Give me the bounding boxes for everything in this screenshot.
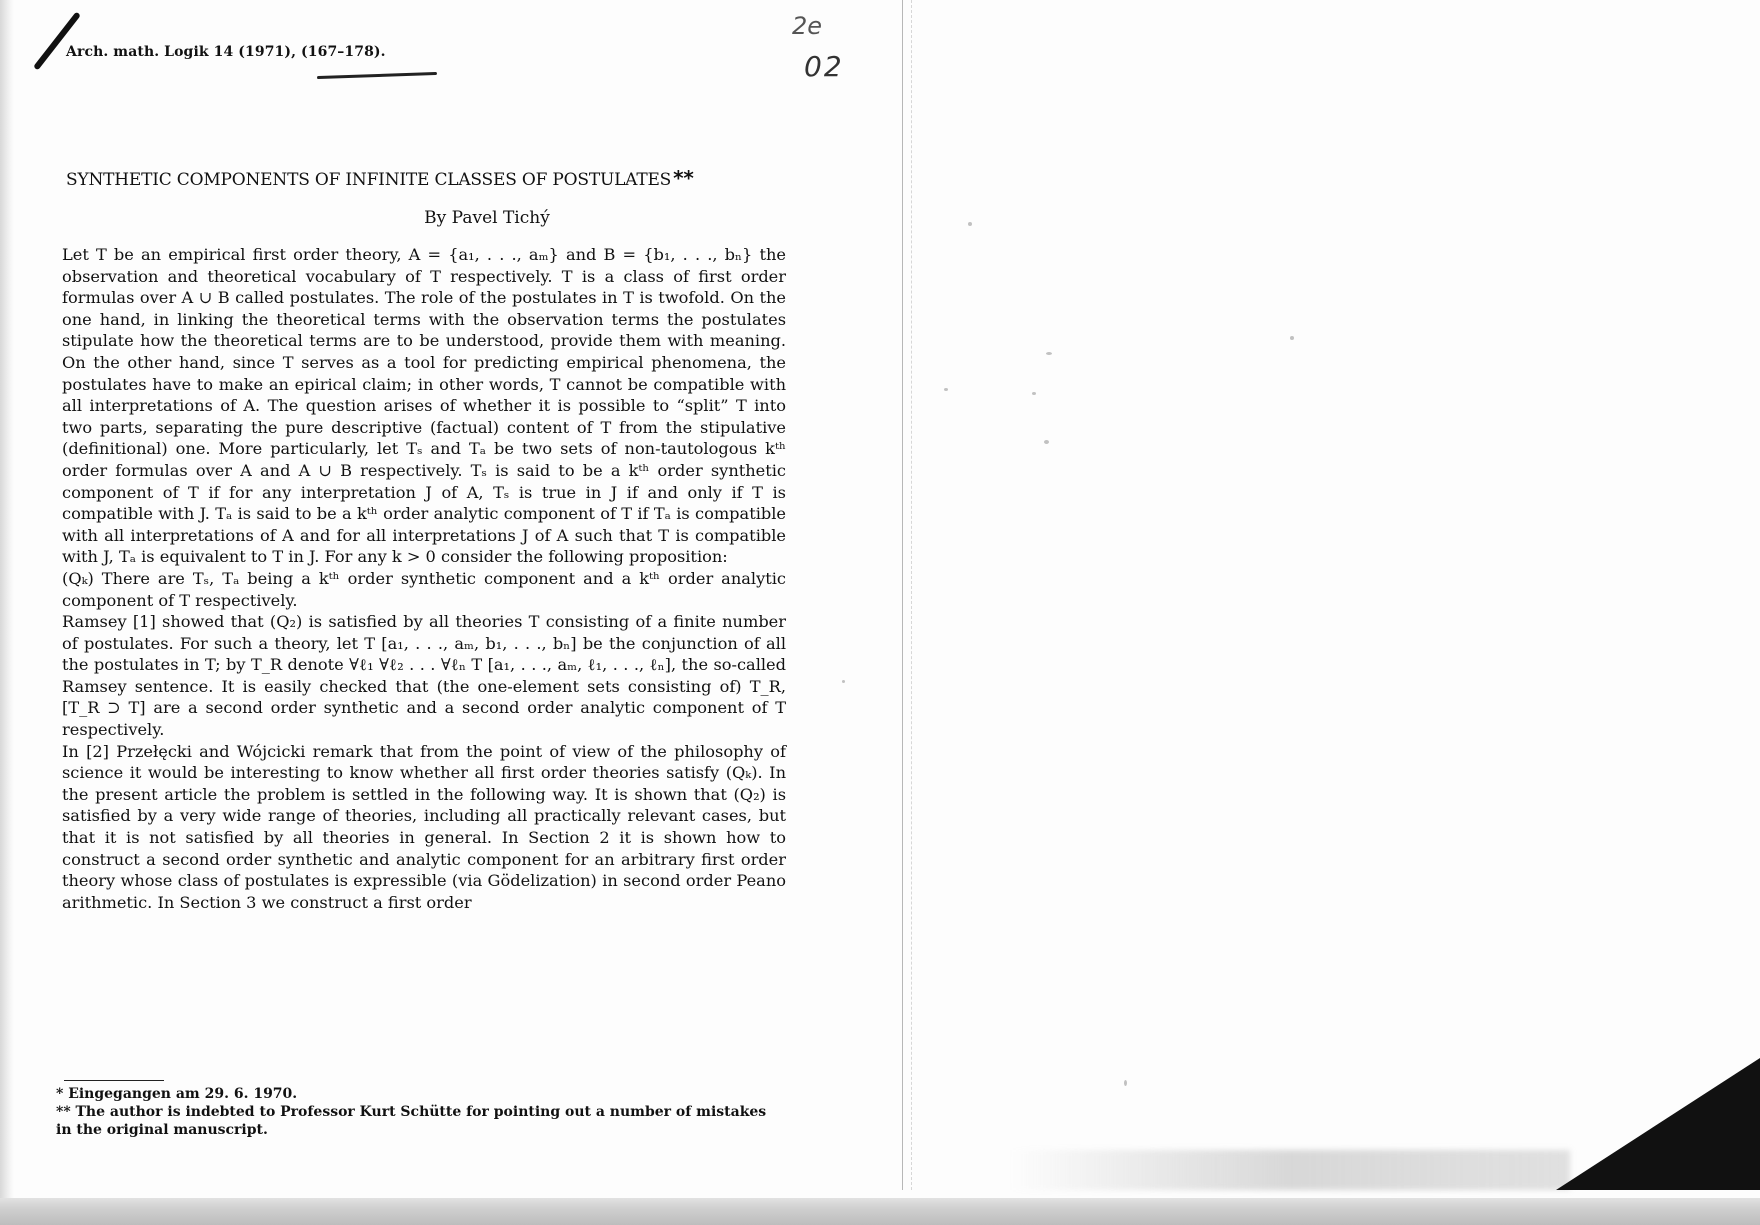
paragraph-przelecki: In [2] Przełęcki and Wójcicki remark that from the point of view of the philosophy of science it would be interesting to know whether all first order theories satisfy (Qₖ). In the present article the problem is settled in the following way. It is shown that (Q₂) is satisfied by a very wide range of theories, including all practically relevant cases, but that it is not satisfied by all theories in general. In Section 2 it is shown how to construct a second order synthetic and analytic component for an arbitrary first order theory whose class of postulates is expressible (via Gödelization) in second order Peano arithmetic. In Section 3 we construct a first order	[62, 741, 786, 912]
pen-stroke-mark	[33, 12, 81, 71]
scan-speck	[968, 222, 972, 226]
left-page	[56, 12, 844, 1180]
article-body	[62, 244, 786, 913]
scan-left-edge	[0, 0, 14, 1225]
scan-speck	[944, 388, 948, 391]
scan-speck	[1290, 336, 1294, 340]
paragraph-ramsey: Ramsey [1] showed that (Q₂) is satisfied by all theories T consisting of a finite number of postulates. For such a theory, let T [a₁, . . ., aₘ, b₁, . . ., bₙ] be the conjunction of all the postulates in T; by T_R denote ∀ℓ₁ ∀ℓ₂ . . . ∀ℓₙ T [a₁, . . ., aₘ, ℓ₁, . . ., ℓₙ], the so-called Ramsey sentence. It is easily checked that (the one-element sets consisting of) T_R, [T_R ⊃ T] are a second order synthetic and a second order analytic component of T respectively.	[62, 612, 786, 740]
article-title: SYNTHETIC COMPONENTS OF INFINITE CLASSES OF POSTULATES	[66, 170, 672, 190]
right-page-blank	[904, 0, 1760, 1190]
scan-speck	[1032, 392, 1036, 395]
journal-reference: Arch. math. Logik 14 (1971), (167–178).	[66, 44, 386, 60]
author-byline: By Pavel Tichý	[424, 208, 550, 228]
scan-speck	[1044, 440, 1049, 444]
footnote-acknowledgement: ** The author is indebted to Professor Kurt Schütte for pointing out a number of mistakes in the original manuscript.	[56, 1104, 767, 1138]
footnote-received: * Eingegangen am 29. 6. 1970.	[56, 1086, 298, 1102]
scan-bottom-edge	[0, 1198, 1760, 1225]
title-footnote-mark: **	[673, 166, 694, 190]
paragraph-intro: Let T be an empirical first order theory, A = {a₁, . . ., aₘ} and B = {b₁, . . ., bₙ} the observation and theoretical vocabulary of T respectively. T is a class of first order formulas over A ∪ B called postulates. The role of the postulates in T is twofold. On the one hand, in linking the theoretical terms with the observation terms the postulates stipulate how the theoretical terms are to be understood, provide them with meaning. On the other hand, since T serves as a tool for predicting empirical phenomena, the postulates have to make an epirical claim; in other words, T cannot be compatible with all interpretations of A. The question arises of whether it is possible to “split” T into two parts, separating the pure descriptive (factual) content of T from the stipulative (definitional) one. More particularly, let Tₛ and Tₐ be two sets of non-tautologous kᵗʰ order formulas over A and A ∪ B respectively. Tₛ is said to be a kᵗʰ order synthetic component of T if for any interpretation J of A, Tₛ is true in J if and only if T is compatible with J. Tₐ is said to be a kᵗʰ order analytic component of T if Tₐ is compatible with all interpretations of A and for all interpretations J of A such that T is compatible with J, Tₐ is equivalent to T in J. For any k > 0 consider the following proposition:	[62, 245, 786, 567]
paragraph-qk: (Qₖ) There are Tₛ, Tₐ being a kᵗʰ order synthetic component and a kᵗʰ order analytic component of T respectively.	[62, 568, 786, 610]
handwritten-top-note: 2e	[792, 12, 823, 40]
page-corner-shadow	[1556, 1058, 1760, 1190]
article-title-line	[66, 166, 796, 190]
underline-stroke	[317, 72, 437, 79]
scan-smudge	[1010, 1150, 1570, 1190]
footnotes	[56, 1080, 786, 1139]
footnote-rule	[64, 1080, 164, 1081]
scan-speck	[1124, 1080, 1127, 1086]
scan-speck	[1046, 352, 1052, 355]
scan-speck	[842, 680, 845, 683]
handwritten-page-number: 02	[804, 50, 844, 83]
